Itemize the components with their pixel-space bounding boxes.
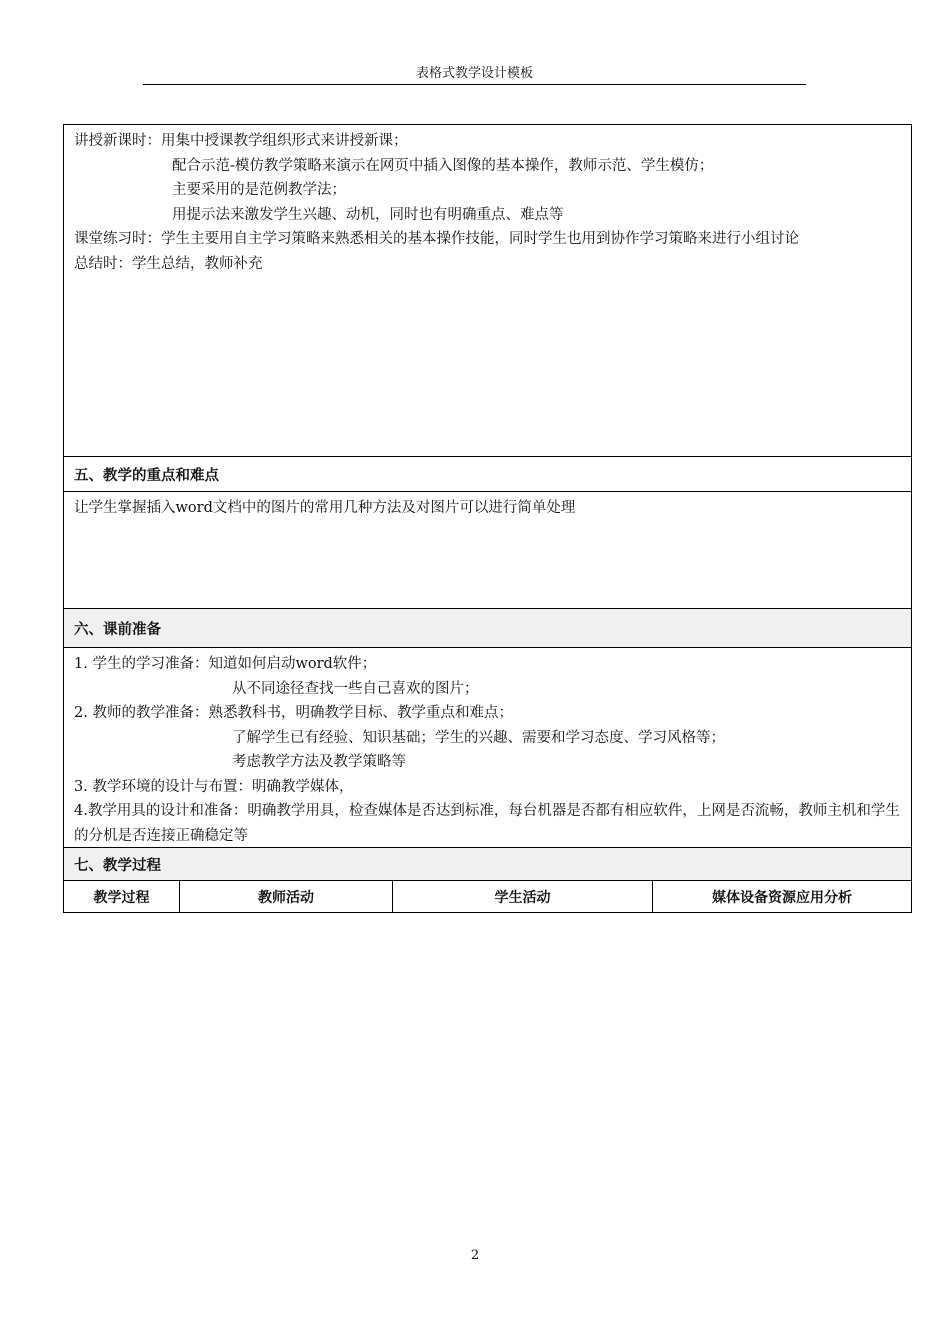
section7-heading: 七、教学过程 [64,847,911,880]
method-line: 总结时：学生总结，教师补充 [74,255,263,272]
column-header: 教师活动 [179,881,392,912]
lesson-plan-table [63,124,912,913]
prep-line: 1. 学生的学习准备：知道如何启动word软件； [74,656,377,672]
page-number: 2 [470,1248,480,1263]
section5-content [64,491,911,608]
method-line: 讲授新课时：用集中授课教学组织形式来讲授新课； [74,133,408,149]
prep-line: 2. 教师的教学准备：熟悉教科书，明确教学目标、教学重点和难点； [74,705,513,721]
section6-heading: 六、课前准备 [64,608,911,647]
process-table-header [64,880,911,912]
prep-line: 从不同途径查找一些自己喜欢的图片； [232,680,479,697]
prep-line: 3. 教学环境的设计与布置：明确教学媒体， [74,778,354,795]
method-line: 用提示法来激发学生兴趣、动机，同时也有明确重点、难点等 [172,206,564,223]
column-header: 学生活动 [392,881,652,912]
section5-heading: 五、教学的重点和难点 [64,456,911,491]
prep-line: 了解学生已有经验、知识基础；学生的兴趣、需要和学习态度、学习风格等； [232,729,725,746]
method-line: 配合示范-模仿教学策略来演示在网页中插入图像的基本操作，教师示范、学生模仿； [172,157,714,174]
method-line: 课堂练习时：学生主要用自主学习策略来熟悉相关的基本操作技能，同时学生也用到协作学习策略来进行小组讨论 [74,231,799,247]
column-header: 媒体设备资源应用分析 [652,881,911,912]
section6-content [64,647,911,847]
key-points-text: 让学生掌握插入word文档中的图片的常用几种方法及对图片可以进行简单处理 [74,500,576,516]
column-header: 教学过程 [93,889,150,906]
page-header-title: 表格式教学设计模板 [143,64,806,85]
method-line: 主要采用的是范例教学法； [172,182,346,198]
prep-line: 4.教学用具的设计和准备：明确教学用具，检查媒体是否达到标准，每台机器是否都有相应软件，上网是否流畅，教师主机和学生的分机是否连接正确稳定等 [74,803,900,844]
prep-line: 考虑教学方法及教学策略等 [232,754,406,770]
teaching-method-section [64,125,911,456]
